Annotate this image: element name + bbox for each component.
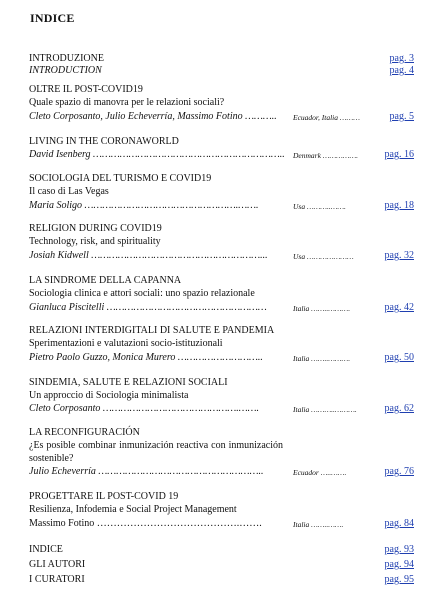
toc-entry: [29, 274, 414, 300]
entry-subtitle: Technology, risk, and spirituality: [29, 236, 161, 247]
page-title: INDICE: [30, 11, 75, 25]
page-link[interactable]: pag. 93: [384, 544, 414, 555]
toc-entry: [29, 135, 414, 148]
entry-heading: SOCIOLOGIA DEL TURISMO E COVID19: [29, 173, 212, 184]
page-link[interactable]: pag. 62: [384, 403, 414, 414]
page-link[interactable]: pag. 16: [384, 149, 414, 160]
entry-heading: SINDEMIA, SALUTE E RELAZIONI SOCIALI: [29, 377, 228, 388]
entry-author-row: [29, 249, 414, 262]
entry-country: Usa ………..…….: [293, 202, 346, 211]
entry-subtitle: Quale spazio di manovra per le relazioni sociali?: [29, 97, 225, 108]
toc-label: INDICE: [29, 544, 63, 555]
page-link[interactable]: pag. 18: [384, 200, 414, 211]
entry-heading: LIVING IN THE CORONAWORLD: [29, 136, 179, 147]
entry-author: Cleto Corposanto, Julio Echeverría, Massimo Fotino ………..: [29, 111, 277, 122]
entry-country: Ecuador, Italia ………: [293, 113, 360, 122]
entry-author-row: [29, 148, 414, 161]
entry-heading: RELAZIONI INTERDIGITALI DI SALUTE E PANDEMIA: [29, 325, 275, 336]
entry-author: Maria Soligo …………………………………………….…….: [29, 200, 259, 211]
entry-country: Usa …………………: [293, 252, 354, 261]
page-link[interactable]: pag. 50: [384, 352, 414, 363]
toc-label: GLI AUTORI: [29, 559, 86, 570]
page-link[interactable]: pag. 76: [384, 466, 414, 477]
toc-row-autori: [29, 558, 414, 571]
toc-entry: [29, 324, 414, 350]
page-link[interactable]: pag. 42: [384, 302, 414, 313]
toc-row-introduction: [29, 64, 414, 77]
toc-entry: [29, 83, 414, 109]
toc-entry: [29, 172, 414, 198]
entry-subtitle: Sperimentazioni e valutazioni socio-istituzionali: [29, 338, 223, 349]
toc-entry: [29, 376, 414, 402]
entry-author-row: [29, 301, 414, 314]
entry-author-row: [29, 465, 414, 478]
entry-author: David Isenberg ………………………………………………………..: [29, 149, 285, 160]
page-link[interactable]: pag. 84: [384, 518, 414, 529]
toc-entry: [29, 222, 414, 248]
entry-author-row: [29, 402, 414, 415]
entry-country: Denmark …………….: [293, 151, 359, 160]
entry-author-row: [29, 517, 414, 530]
toc-row-curatori: [29, 573, 414, 586]
page-link[interactable]: pag. 94: [384, 559, 414, 570]
entry-author: Pietro Paolo Guzzo, Monica Murero ………………………..: [29, 352, 263, 363]
toc-label: INTRODUZIONE: [29, 53, 104, 64]
entry-author: Julio Echeverría ………………………………………………..: [29, 466, 264, 477]
toc-entry: [29, 490, 414, 516]
toc-label: INTRODUCTION: [29, 65, 102, 76]
entry-country: Italia ……..……….: [293, 304, 351, 313]
entry-subtitle: Sociologia clinica e attori sociali: uno spazio relazionale: [29, 288, 255, 299]
toc-row-indice: [29, 543, 414, 556]
entry-country: Italia ………..……….: [293, 405, 357, 414]
page-link[interactable]: pag. 4: [389, 65, 414, 76]
entry-author: Cleto Corposanto ……………………………………….…….: [29, 403, 260, 414]
entry-subtitle: Un approccio di Sociologia minimalista: [29, 390, 189, 401]
entry-subtitle: Resilienza, Infodemia e Social Project Management: [29, 504, 237, 515]
page-link[interactable]: pag. 5: [389, 111, 414, 122]
entry-heading: PROGETTARE IL POST-COVID 19: [29, 491, 179, 502]
entry-author: Gianluca Piscitelli ………………………………………………: [29, 302, 267, 313]
entry-heading: LA RECONFIGURACIÓN: [29, 427, 140, 438]
entry-author: Josiah Kidwell …………………………………………………...: [29, 250, 268, 261]
toc-label: I CURATORI: [29, 574, 85, 585]
entry-country: Italia ……..…….: [293, 520, 344, 529]
toc-entry: [29, 426, 283, 465]
entry-heading: LA SINDROME DELLA CAPANNA: [29, 275, 182, 286]
entry-author-row: [29, 351, 414, 364]
entry-country: Ecuador …..…….: [293, 468, 347, 477]
page-link[interactable]: pag. 32: [384, 250, 414, 261]
entry-author: Massimo Fotino …………………………………….…….: [29, 518, 262, 529]
entry-author-row: [29, 110, 414, 123]
entry-subtitle: Il caso di Las Vegas: [29, 186, 109, 197]
entry-heading: OLTRE IL POST-COVID19: [29, 84, 143, 95]
page-link[interactable]: pag. 95: [384, 574, 414, 585]
entry-country: Italia ……..……….: [293, 354, 351, 363]
page-link[interactable]: pag. 3: [389, 53, 414, 64]
entry-heading: RELIGION DURING COVID19: [29, 223, 162, 234]
entry-author-row: [29, 199, 414, 212]
entry-subtitle: ¿Es posible combinar inmunización reactiva con inmunización sostenible?: [29, 440, 283, 464]
